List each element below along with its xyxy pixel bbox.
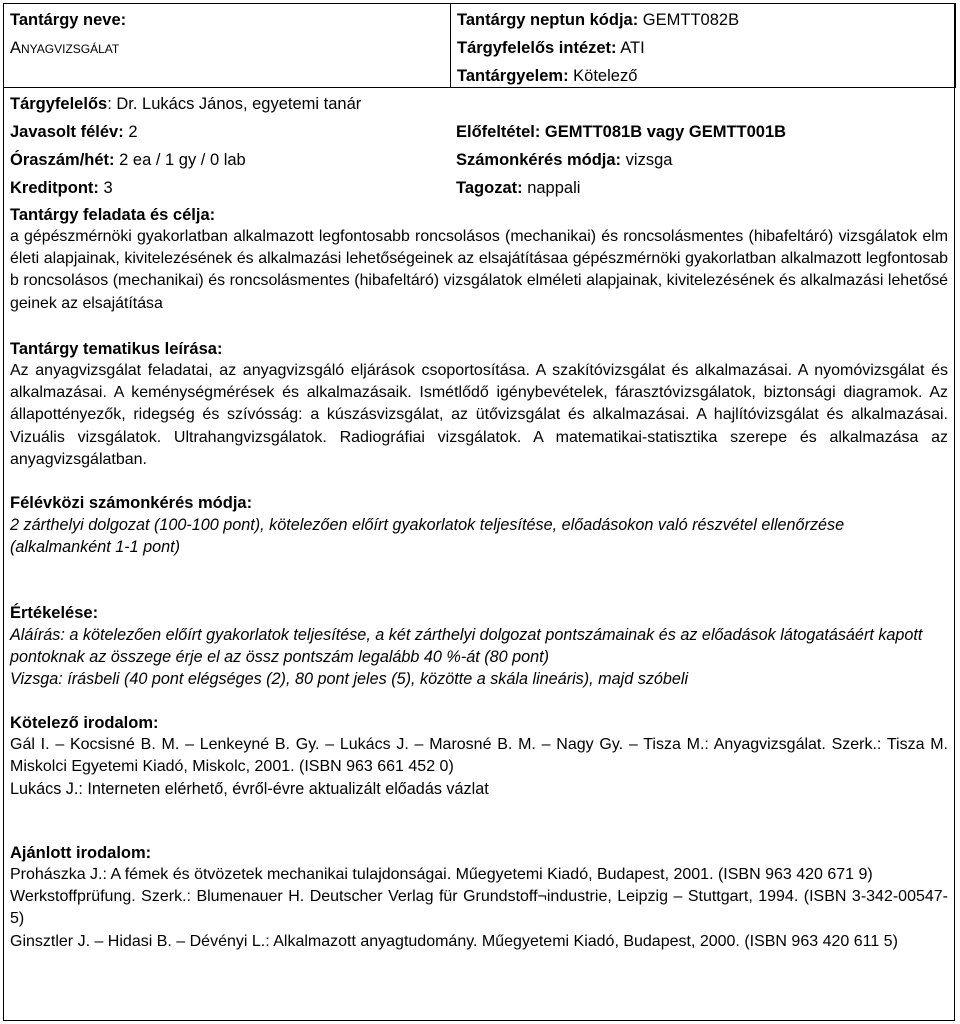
- recommended-literature-section: [10, 842, 948, 953]
- subject-code-cell: [450, 3, 956, 88]
- topics-section: [10, 338, 948, 471]
- subject-name-label: Tantárgy neve:: [10, 11, 127, 29]
- exam-type-label: Számonkérés módja:: [456, 151, 622, 169]
- neptun-code-value: GEMTT082B: [642, 11, 740, 29]
- subject-name-value: Anyagvizsgálat: [10, 39, 120, 57]
- responsible-row: [10, 94, 361, 114]
- credit-row: [10, 178, 113, 198]
- midterm-text: 2 zárthelyi dolgozat (100-100 pont), kötelezően előírt gyakorlatok teljesítése, előadásokon való részvétel ellenőrzése (alkalmanként 1-1 pont): [10, 516, 845, 557]
- exam-type-row: [456, 150, 672, 170]
- recommended-literature-item: Werkstoffprüfung. Szerk.: Blumenauer H. Deutscher Verlag für Grundstoff¬industrie, Leipzig – Stuttgart, 1994. (ISBN 3-342-00547-5): [10, 888, 948, 928]
- topics-heading: Tantárgy tematikus leírása:: [10, 340, 223, 358]
- institute-value: ATI: [620, 39, 645, 57]
- subject-type-value: Kötelező: [573, 67, 638, 85]
- recommended-literature-item: Prohászka J.: A fémek és ötvözetek mechanikai tulajdonságai. Műegyetemi Kiadó, Budapest, 2001. (ISBN 963 420 671 9): [10, 866, 873, 883]
- institute-label: Tárgyfelelős intézet:: [457, 39, 617, 57]
- evaluation-exam-text: Vizsga: írásbeli (40 pont elégséges (2), 80 pont jeles (5), közötte a skála lineáris), majd szóbeli: [10, 670, 689, 689]
- hours-label: Óraszám/hét:: [10, 151, 115, 169]
- semester-label: Javasolt félév:: [10, 123, 124, 141]
- subject-type-label: Tantárgyelem:: [457, 67, 569, 85]
- schedule-row: [456, 178, 580, 198]
- required-literature-item: Gál I. – Kocsisné B. M. – Lenkeyné B. Gy. – Lukács J. – Marosné B. M. – Nagy Gy. – Tisza M.: Anyagvizsgálat. Szerk.: Tisza M. Miskolci Egyetemi Kiadó, Miskolc, 2001. (ISBN 963 661 452 0): [10, 736, 948, 776]
- evaluation-signature-text: Aláírás: a kötelezően előírt gyakorlatok teljesítése, a két zárthelyi dolgozat pontszámainak és az előadások látogatásáért kapott pontoknak az összege érje el az össz pontszám legalább 40 %-át (80 pont): [10, 626, 923, 667]
- hours-row: [10, 150, 246, 170]
- aim-section: [10, 204, 948, 315]
- aim-text: a gépészmérnöki gyakorlatban alkalmazott legfontosabb roncsolásos (mechanikai) és roncsolásmentes (hibafeltáró) vizsgálatok elméleti alapjainak, kivitelezésének és alkalmazási lehetőségeinek az elsajátításaa gépészmérnöki gyakorlatban alkalmazott legfontosabb roncsolásos (mechanikai) és roncsolásmentes (hibafeltáró) vizsgálatok elméleti alapjainak, kivitelezésének és alkalmazási lehetőségeinek az elsajátítása: [10, 228, 948, 312]
- required-literature-item: Lukács J.: Interneten elérhető, évről-évre aktualizált előadás vázlat: [10, 780, 489, 799]
- schedule-value: nappali: [527, 179, 581, 197]
- evaluation-section: [10, 602, 948, 691]
- hours-value: 2 ea / 1 gy / 0 lab: [119, 151, 246, 169]
- midterm-section: [10, 492, 948, 558]
- exam-type-value: vizsga: [625, 151, 673, 169]
- prerequisite-label: Előfeltétel: GEMTT081B vagy GEMTT001B: [456, 123, 787, 141]
- evaluation-heading: Értékelése:: [10, 604, 99, 622]
- subject-name-cell: [3, 3, 451, 88]
- aim-heading: Tantárgy feladata és célja:: [10, 206, 216, 224]
- required-literature-heading: Kötelező irodalom:: [10, 714, 159, 732]
- credit-value: 3: [103, 179, 113, 197]
- prerequisite-row: [456, 122, 786, 142]
- neptun-code-label: Tantárgy neptun kódja:: [457, 11, 639, 29]
- responsible-label: Tárgyfelelős: [10, 95, 108, 113]
- recommended-literature-item: Ginsztler J. – Hidasi B. – Dévényi L.: Alkalmazott anyagtudomány. Műegyetemi Kiadó, Budapest, 2000. (ISBN 963 420 611 5): [10, 932, 898, 950]
- course-sheet: [3, 3, 955, 1021]
- semester-row: [10, 122, 138, 142]
- required-literature-section: [10, 712, 948, 801]
- recommended-literature-heading: Ajánlott irodalom:: [10, 844, 152, 862]
- credit-label: Kreditpont:: [10, 179, 99, 197]
- topics-text: Az anyagvizsgálat feladatai, az anyagvizsgáló eljárások csoportosítása. A szakítóvizsgálat és alkalmazásai. A nyomóvizsgálat és alkalmazásai. A keménységmérések és alkalmazásaik. Ismétlődő igénybevételek, fárasztóvizsgálatok, biztonsági diagramok. Az állapottényezők, ridegség és szívósság: a kúszásvizsgálat, az ütővizsgálat és alkalmazásai. A hajlítóvizsgálat és alkalmazásai. Vizuális vizsgálatok. Ultrahangvizsgálatok. Radiográfiai vizsgálatok. A matematikai-statisztika szerepe és alkalmazása az anyagvizsgálatban.: [10, 362, 948, 468]
- midterm-heading: Félévközi számonkérés módja:: [10, 494, 253, 512]
- responsible-value: : Dr. Lukács János, egyetemi tanár: [107, 95, 362, 113]
- semester-value: 2: [128, 123, 138, 141]
- schedule-label: Tagozat:: [456, 179, 523, 197]
